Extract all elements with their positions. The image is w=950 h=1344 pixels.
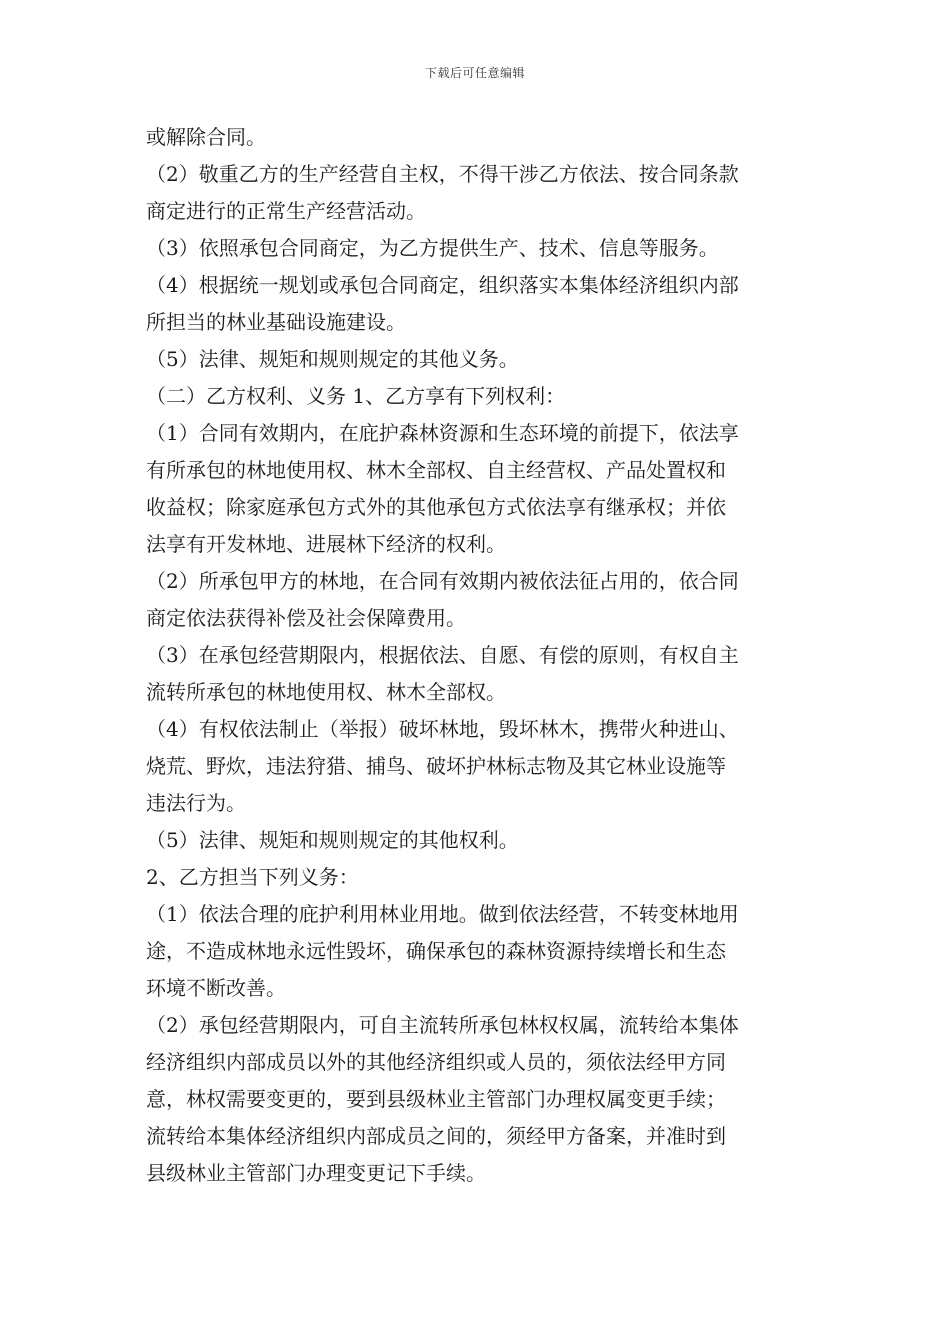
text-line: 商定进行的正常生产经营活动。 xyxy=(146,199,426,223)
text-line: 烧荒、野炊，违法狩猎、捕鸟、破坏护林标志物及其它林业设施等 xyxy=(146,754,726,778)
text-line: （2）敬重乙方的生产经营自主权，不得干涉乙方依法、按合同条款 xyxy=(146,162,739,186)
text-line: （2）所承包甲方的林地，在合同有效期内被依法征占用的，依合同 xyxy=(146,569,739,593)
document-body xyxy=(146,119,811,1192)
text-line: 流转所承包的林地使用权、林木全部权。 xyxy=(146,680,506,704)
text-line: （二）乙方权利、义务 1、乙方享有下列权利： xyxy=(146,384,566,408)
text-line: （5）法律、规矩和规则规定的其他义务。 xyxy=(146,347,519,371)
text-line: （3）依照承包合同商定，为乙方提供生产、技术、信息等服务。 xyxy=(146,236,719,260)
text-line: （3）在承包经营期限内，根据依法、自愿、有偿的原则，有权自主 xyxy=(146,643,739,667)
text-line: 经济组织内部成员以外的其他经济组织或人员的，须依法经甲方同 xyxy=(146,1050,726,1074)
text-line: 有所承包的林地使用权、林木全部权、自主经营权、产品处置权和 xyxy=(146,458,726,482)
page-header: 下载后可任意编辑 xyxy=(424,66,525,80)
text-line: 或解除合同。 xyxy=(146,125,266,149)
text-line: 违法行为。 xyxy=(146,791,246,815)
text-line: （1）合同有效期内，在庇护森林资源和生态环境的前提下，依法享 xyxy=(146,421,739,445)
text-line: 途，不造成林地永远性毁坏，确保承包的森林资源持续增长和生态 xyxy=(146,939,726,963)
text-line: 2、乙方担当下列义务： xyxy=(146,865,359,889)
text-line: 环境不断改善。 xyxy=(146,976,286,1000)
text-line: 法享有开发林地、进展林下经济的权利。 xyxy=(146,532,506,556)
text-line: 意，林权需要变更的，要到县级林业主管部门办理权属变更手续； xyxy=(146,1087,726,1111)
text-line: （2）承包经营期限内，可自主流转所承包林权权属，流转给本集体 xyxy=(146,1013,739,1037)
text-line: （5）法律、规矩和规则规定的其他权利。 xyxy=(146,828,519,852)
text-line: 流转给本集体经济组织内部成员之间的，须经甲方备案，并准时到 xyxy=(146,1124,726,1148)
text-line: （4）有权依法制止（举报）破坏林地，毁坏林木，携带火种进山、 xyxy=(146,717,739,741)
text-line: 收益权；除家庭承包方式外的其他承包方式依法享有继承权；并依 xyxy=(146,495,726,519)
text-line: 县级林业主管部门办理变更记下手续。 xyxy=(146,1161,486,1185)
text-line: 商定依法获得补偿及社会保障费用。 xyxy=(146,606,466,630)
text-line: （4）根据统一规划或承包合同商定，组织落实本集体经济组织内部 xyxy=(146,273,739,297)
text-line: 所担当的林业基础设施建设。 xyxy=(146,310,406,334)
text-line: （1）依法合理的庇护利用林业用地。做到依法经营，不转变林地用 xyxy=(146,902,739,926)
